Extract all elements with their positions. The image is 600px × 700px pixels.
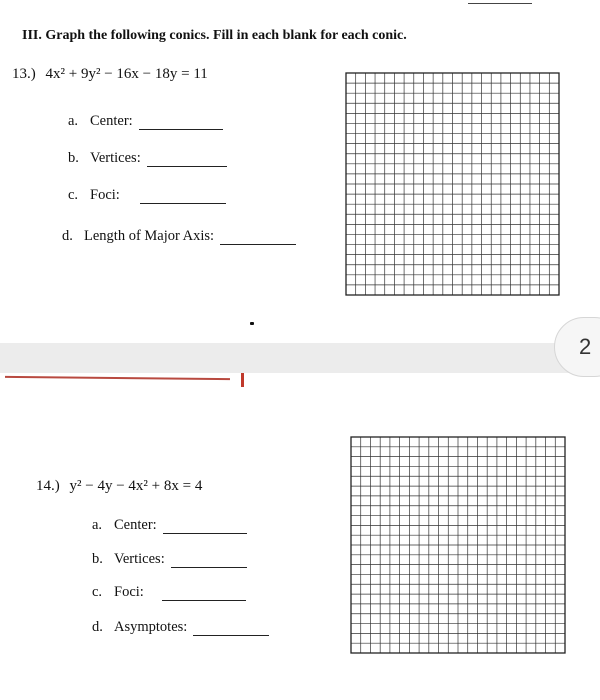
problem-14-item-asymptotes — [92, 619, 269, 636]
problem-13-item-foci — [68, 187, 226, 204]
item-label: Vertices: — [114, 551, 165, 567]
center-answer-blank[interactable] — [163, 519, 247, 534]
problem-13-equation: 4x² + 9y² − 16x − 18y = 11 — [45, 66, 208, 82]
problem-14-equation: y² − 4y − 4x² + 8x = 4 — [69, 478, 203, 494]
page-number-badge[interactable]: 2 — [554, 317, 600, 377]
item-letter: a. — [68, 113, 79, 129]
problem-13-item-vertices — [68, 150, 227, 167]
graph-grid-13[interactable] — [345, 72, 560, 296]
problem-13-item-center — [68, 113, 223, 130]
item-label: Center: — [114, 517, 157, 533]
problem-13-item-major-axis — [62, 228, 296, 245]
problem-13-number: 13.) — [12, 66, 36, 82]
problem-14-item-center — [92, 517, 247, 534]
item-letter: d. — [92, 619, 103, 635]
major-axis-answer-blank[interactable] — [220, 230, 296, 245]
graph-grid-14[interactable] — [350, 436, 566, 654]
vertices-answer-blank[interactable] — [171, 553, 247, 568]
item-letter: b. — [68, 150, 79, 166]
item-label: Asymptotes: — [114, 619, 188, 635]
red-underline — [5, 376, 230, 380]
problem-13-header — [12, 66, 208, 83]
top-rule — [468, 3, 532, 4]
item-letter: c. — [92, 584, 103, 600]
red-tick-mark — [241, 373, 244, 387]
item-letter: c. — [68, 187, 79, 203]
page-divider-band — [0, 343, 600, 373]
problem-14-item-foci — [92, 584, 246, 601]
asymptotes-answer-blank[interactable] — [193, 621, 269, 636]
item-letter: d. — [62, 228, 73, 244]
item-label: Length of Major Axis: — [84, 228, 215, 244]
item-letter: b. — [92, 551, 103, 567]
item-label: Foci: — [114, 584, 144, 600]
stray-mark — [250, 322, 254, 325]
problem-14-header — [36, 478, 202, 495]
item-label: Foci: — [90, 187, 120, 203]
section-heading: III. Graph the following conics. Fill in each blank for each conic. — [22, 28, 407, 43]
problem-14-number: 14.) — [36, 478, 60, 494]
foci-answer-blank[interactable] — [140, 189, 226, 204]
item-label: Vertices: — [90, 150, 141, 166]
foci-answer-blank[interactable] — [162, 586, 246, 601]
problem-14-item-vertices — [92, 551, 247, 568]
vertices-answer-blank[interactable] — [147, 152, 227, 167]
item-letter: a. — [92, 517, 103, 533]
item-label: Center: — [90, 113, 133, 129]
center-answer-blank[interactable] — [139, 115, 223, 130]
